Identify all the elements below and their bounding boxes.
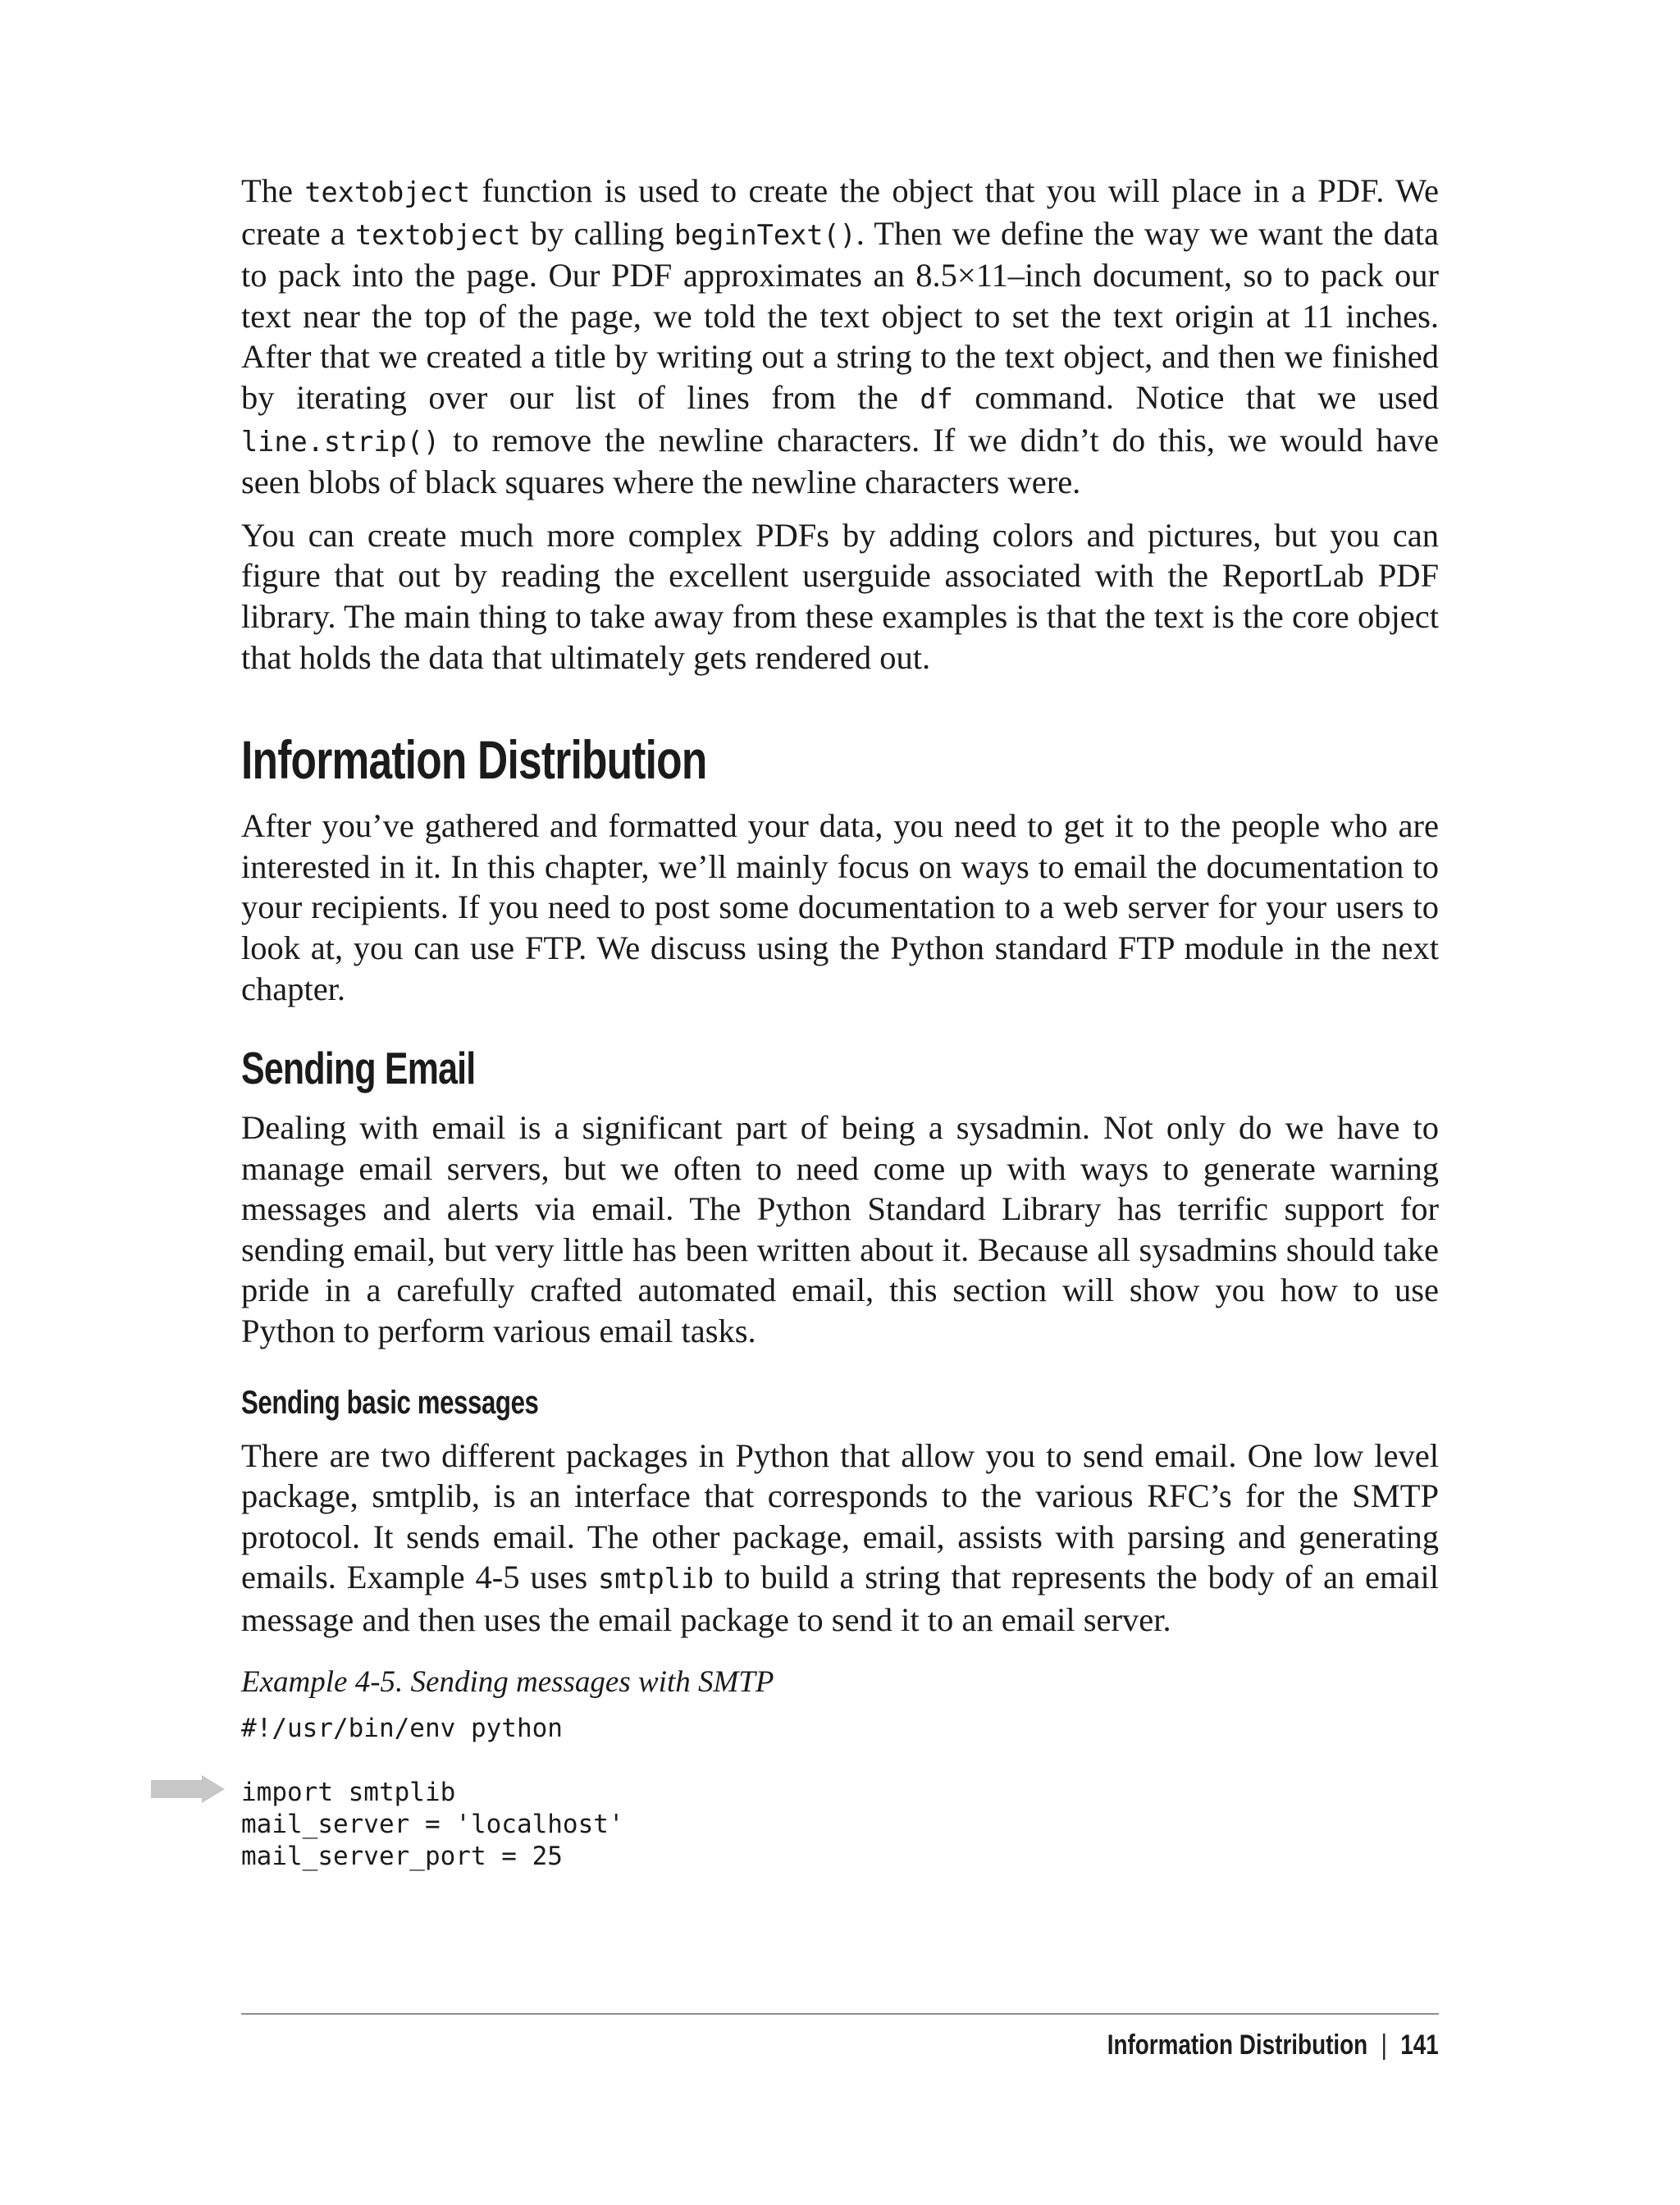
page-footer [1107,2025,1439,2066]
paragraph-textobject [241,171,1439,503]
paragraph-packages [241,1436,1439,1641]
inline-code: smtplib [598,1563,714,1596]
example-caption: Example 4-5. Sending messages with SMTP [241,1664,774,1699]
inline-code: textobject [354,218,521,251]
text-run: by calling [520,214,674,252]
footer-separator: | [1381,2029,1388,2061]
inline-code: line.strip() [241,425,441,458]
inline-code: beginText() [673,218,856,251]
text-run: The [241,172,305,209]
footer-section-title: Information Distribution [1107,2029,1368,2061]
arrow-right-icon [151,1775,225,1803]
page-number: 141 [1400,2029,1439,2061]
paragraph-distribution-intro: After you’ve gathered and formatted your data, you need to get it to the people who are interested in it. In this chapter, we’ll mainly focus on ways to email the documentation to your recipients. If you need to post some documentation to a web server for your users to look at, you can use FTP. We discuss using the Python standard FTP module in the next chapter. [241,807,1439,1007]
paragraph-email-intro: Dealing with email is a significant part of being a sysadmin. Not only do we have to manage email servers, but we often to need come up with ways to generate warning messages and alerts via email. The Python Standard Library has terrific support for sending email, but very little has been written about it. Because all sysadmins should take pride in a carefully crafted automated email, this section will show you how to use Python to perform various email tasks. [241,1109,1439,1350]
text-run: There are two different packages in Python that allow you to send email. One low level package, smtplib, is an interface that corresponds to the various RFC’s for the SMTP protocol. It sends email. The other package, email, assists with parsing and generating emails. Example 4-5 uses [241,1436,1439,1596]
text-run: to remove the newline characters. If we didn’t do this, we would have seen blobs of black squares where the newline characters were. [241,421,1439,501]
text-run: to build a string that represents the body of an email message and then uses the email package to send it to an email server. [241,1559,1439,1639]
code-listing: #!/usr/bin/env python import smtplib mail_server = 'localhost' mail_server_port = 25 [241,1713,624,1871]
subheading-sending-basic-messages: Sending basic messages [241,1384,539,1421]
footer-divider [241,2013,1439,2015]
inline-code: df [920,382,953,415]
paragraph-complex-pdfs: You can create much more complex PDFs by adding colors and pictures, but you can figure that out by reading the excellent userguide associated with the ReportLab PDF library. The main thing to take away from these examples is that the text is the core object that holds the data that ultimately gets rendered out. [241,516,1439,676]
text-run: . Then we define the way we want the data to pack into the page. Our PDF approximates an 8.5×11–inch document, so to pack our text near the top of the page, we told the text object to set the text origin at 11 inches. After that we created a title by writing out a string to the text object, and then we finished by iterating over our list of lines from the [241,214,1440,416]
subsection-heading-sending-email: Sending Email [241,1043,476,1094]
page-content [241,171,1439,1873]
inline-code: textobject [304,176,471,208]
section-heading-information-distribution: Information Distribution [241,729,707,791]
text-run: function is used to create the object that you will place in a PDF. We create a [241,172,1439,252]
text-run: command. Notice that we used [952,378,1439,416]
